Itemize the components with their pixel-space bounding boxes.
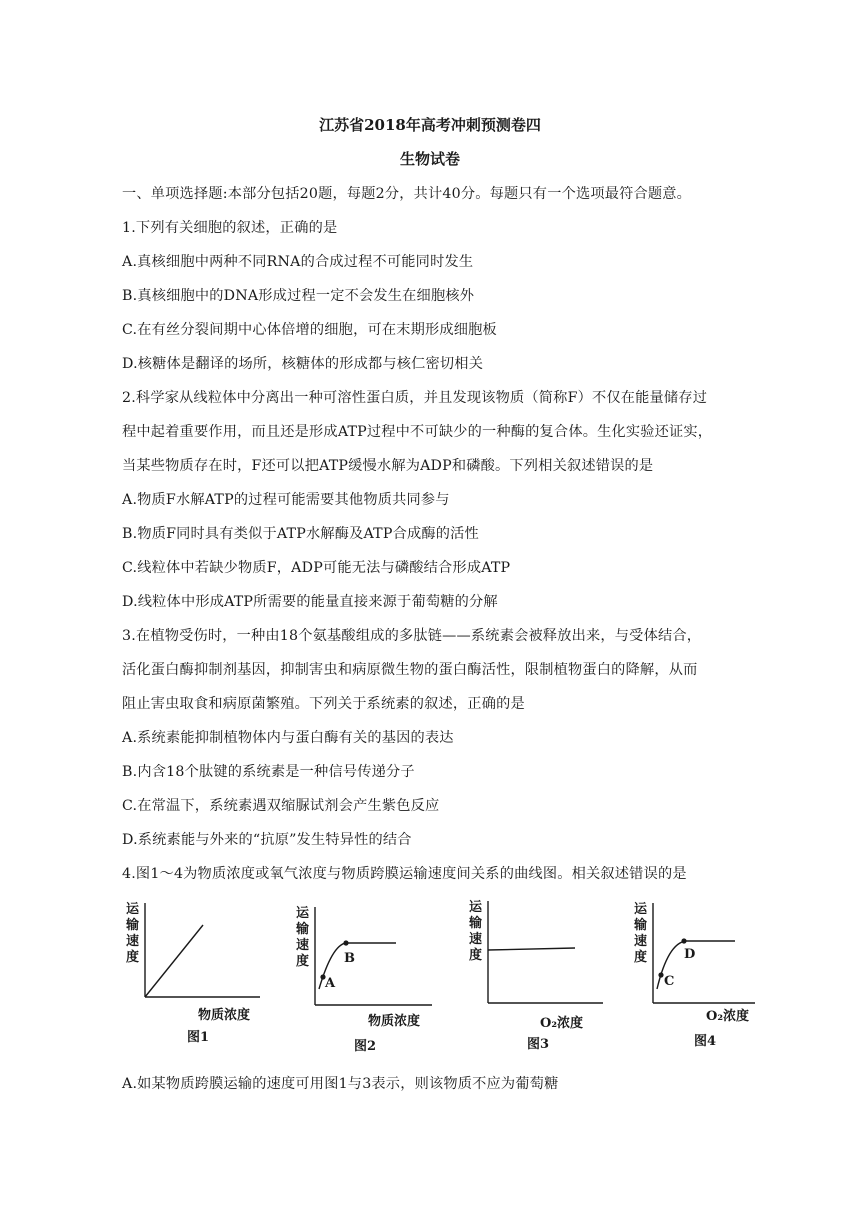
figure-1-graph bbox=[120, 895, 270, 1055]
q2-option-d: D.线粒体中形成ATP所需要的能量直接来源于葡萄糖的分解 bbox=[122, 594, 498, 610]
fig2-label-b: B bbox=[344, 951, 355, 966]
fig4-caption: 图4 bbox=[694, 1034, 717, 1049]
fig3-flat-curve bbox=[488, 948, 575, 950]
fig1-linear-curve bbox=[145, 925, 203, 997]
fig2-label-a: A bbox=[325, 976, 336, 991]
section-heading: 一、单项选择题:本部分包括20题，每题2分，共计40分。每题只有一个选项最符合题意。 bbox=[122, 186, 692, 202]
q4-option-a: A.如某物质跨膜运输的速度可用图1与3表示，则该物质不应为葡萄糖 bbox=[122, 1076, 559, 1092]
exam-title: 江苏省2018年高考冲刺预测卷四 bbox=[319, 116, 541, 134]
q3-stem-line-2: 活化蛋白酶抑制剂基因，抑制害虫和病原微生物的蛋白酶活性，限制植物蛋白的降解，从而 bbox=[122, 662, 698, 678]
fig3-ylabel-3: 速 bbox=[469, 932, 483, 947]
fig2-caption: 图2 bbox=[354, 1039, 377, 1054]
q1-stem: 1.下列有关细胞的叙述，正确的是 bbox=[122, 220, 338, 236]
fig3-ylabel-2: 输 bbox=[469, 916, 483, 931]
fig3-xlabel: O₂浓度 bbox=[540, 1016, 584, 1031]
fig2-ylabel-2: 输 bbox=[296, 922, 310, 937]
fig2-ylabel-1: 运 bbox=[296, 906, 310, 921]
q2-stem-line-3: 当某些物质存在时，F还可以把ATP缓慢水解为ADP和磷酸。下列相关叙述错误的是 bbox=[122, 458, 654, 474]
fig4-ylabel-4: 度 bbox=[634, 950, 648, 965]
q3-stem-line-3: 阻止害虫取食和病原菌繁殖。下列关于系统素的叙述，正确的是 bbox=[122, 696, 525, 712]
figure-4 bbox=[630, 895, 780, 1055]
fig4-ylabel-2: 输 bbox=[634, 918, 648, 933]
fig1-ylabel-4: 度 bbox=[126, 950, 140, 965]
fig4-xlabel: O₂浓度 bbox=[706, 1009, 750, 1024]
figure-1 bbox=[120, 895, 270, 1055]
fig2-ylabel-3: 速 bbox=[296, 938, 310, 953]
fig1-ylabel-1: 运 bbox=[126, 902, 140, 917]
fig4-point-c bbox=[658, 972, 663, 977]
fig2-ylabel-4: 度 bbox=[296, 954, 310, 969]
q2-stem-line-1: 2.科学家从线粒体中分离出一种可溶性蛋白质，并且发现该物质（简称F）不仅在能量储存过 bbox=[122, 390, 708, 406]
q2-option-c: C.线粒体中若缺少物质F，ADP可能无法与磷酸结合形成ATP bbox=[122, 560, 511, 576]
fig1-ylabel-3: 速 bbox=[126, 934, 140, 949]
figure-2 bbox=[292, 895, 442, 1055]
fig1-ylabel-2: 输 bbox=[126, 918, 140, 933]
fig3-ylabel-1: 运 bbox=[469, 900, 483, 915]
q3-option-b: B.内含18个肽键的系统素是一种信号传递分子 bbox=[122, 764, 415, 780]
fig1-caption: 图1 bbox=[187, 1030, 210, 1045]
fig3-ylabel-4: 度 bbox=[469, 948, 483, 963]
exam-subtitle: 生物试卷 bbox=[399, 150, 460, 168]
fig2-point-b bbox=[343, 940, 348, 945]
fig2-xlabel: 物质浓度 bbox=[368, 1014, 421, 1029]
fig4-label-d: D bbox=[684, 947, 696, 962]
figure-4-graph bbox=[630, 895, 780, 1055]
q2-option-b: B.物质F同时具有类似于ATP水解酶及ATP合成酶的活性 bbox=[122, 526, 479, 542]
q2-option-a: A.物质F水解ATP的过程可能需要其他物质共同参与 bbox=[122, 492, 450, 508]
q4-stem: 4.图1～4为物质浓度或氧气浓度与物质跨膜运输速度间关系的曲线图。相关叙述错误的是 bbox=[122, 866, 687, 882]
q3-stem-line-1: 3.在植物受伤时，一种由18个氨基酸组成的多肽链——系统素会被释放出来，与受体结合， bbox=[122, 628, 702, 644]
fig4-point-d bbox=[681, 938, 686, 943]
figure-3-graph bbox=[465, 895, 615, 1055]
fig3-caption: 图3 bbox=[527, 1037, 550, 1052]
q1-option-a: A.真核细胞中两种不同RNA的合成过程不可能同时发生 bbox=[122, 254, 474, 270]
fig4-ylabel-3: 速 bbox=[634, 934, 648, 949]
fig4-label-c: C bbox=[664, 974, 675, 989]
fig4-ylabel-1: 运 bbox=[634, 902, 648, 917]
figure-3 bbox=[465, 895, 615, 1055]
fig1-xlabel: 物质浓度 bbox=[198, 1008, 251, 1023]
q1-option-b: B.真核细胞中的DNA形成过程一定不会发生在细胞核外 bbox=[122, 288, 475, 304]
q3-option-c: C.在常温下，系统素遇双缩脲试剂会产生紫色反应 bbox=[122, 798, 440, 814]
q3-option-d: D.系统素能与外来的“抗原”发生特异性的结合 bbox=[122, 832, 412, 848]
q2-stem-line-2: 程中起着重要作用，而且还是形成ATP过程中不可缺少的一种酶的复合体。生化实验还证实， bbox=[122, 424, 713, 440]
q3-option-a: A.系统素能抑制植物体内与蛋白酶有关的基因的表达 bbox=[122, 730, 454, 746]
q1-option-d: D.核糖体是翻译的场所，核糖体的形成都与核仁密切相关 bbox=[122, 356, 484, 372]
q1-option-c: C.在有丝分裂间期中心体倍增的细胞，可在末期形成细胞板 bbox=[122, 322, 497, 338]
figure-2-graph bbox=[292, 895, 442, 1055]
